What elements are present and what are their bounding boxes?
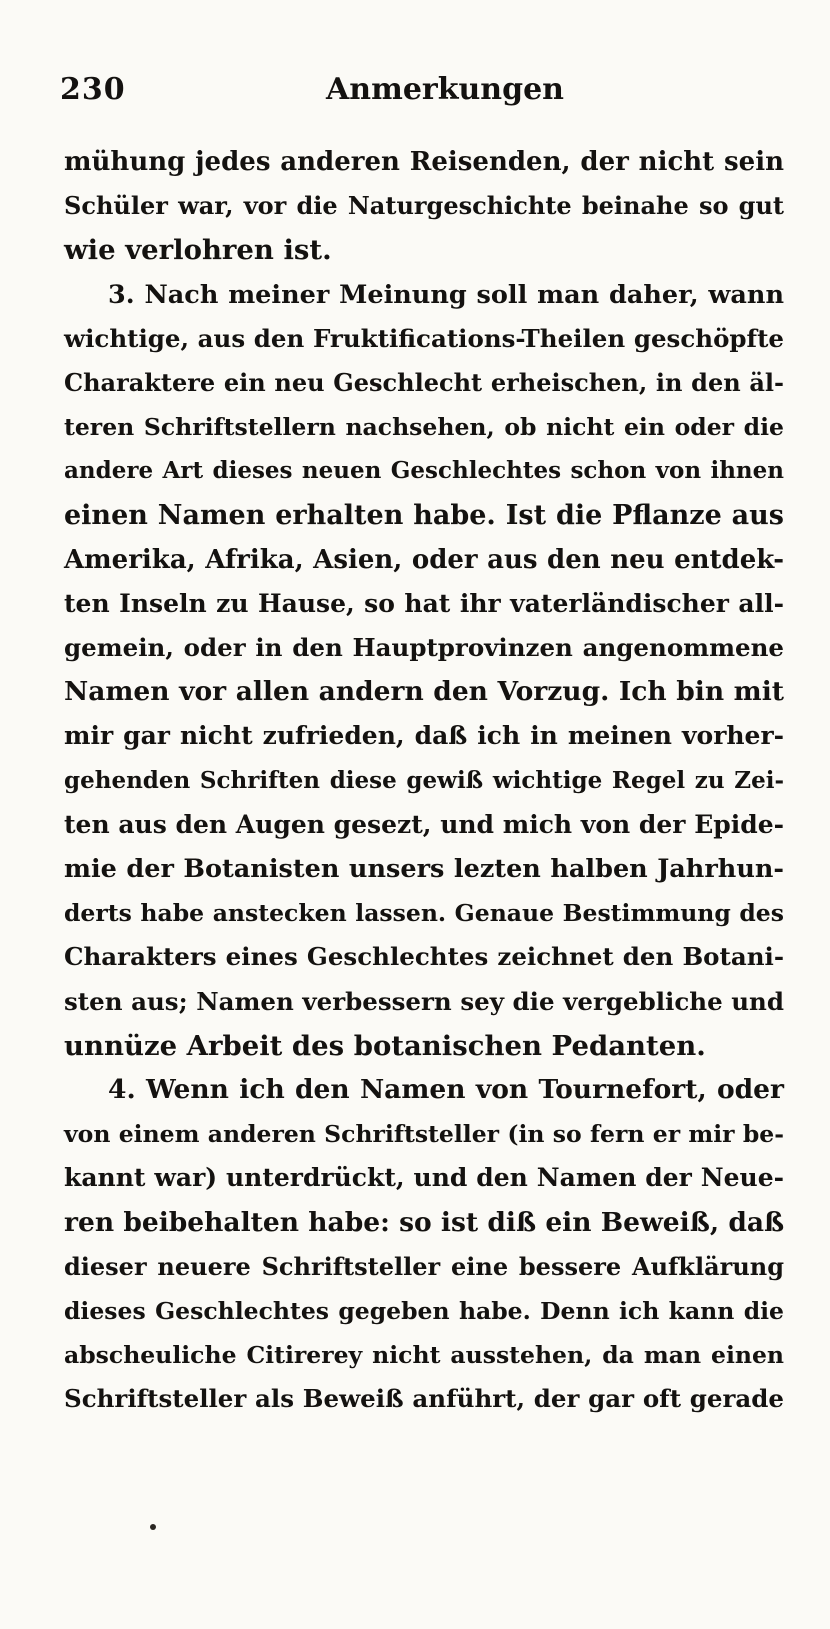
page-header	[60, 72, 780, 122]
text-line: von einem anderen Schriftsteller (in so fern er mir be-	[64, 1120, 784, 1149]
text-line: derts habe anstecken lassen. Genaue Bestimmung des	[64, 899, 784, 928]
text-line: ten aus den Augen gesezt, und mich von der Epide-	[64, 809, 784, 839]
text-line: Schriftsteller als Beweiß anführt, der gar oft gerade	[64, 1384, 784, 1414]
text-line: 3. Nach meiner Meinung soll man daher, wann	[108, 279, 784, 310]
running-head: Anmerkungen	[325, 72, 564, 107]
text-line: Schüler war, vor die Naturgeschichte beinahe so gut	[64, 191, 784, 221]
text-line: sten aus; Namen verbessern sey die vergebliche und	[64, 986, 784, 1016]
text-line: ren beibehalten habe: so ist diß ein Beweiß, daß	[64, 1206, 785, 1238]
text-line: dieses Geschlechtes gegeben habe. Denn ich kann die	[64, 1296, 784, 1325]
text-line: Amerika, Afrika, Asien, oder aus den neu entdek-	[64, 544, 784, 575]
text-line: teren Schriftstellern nachsehen, ob nicht ein oder die	[64, 413, 784, 442]
text-line: dieser neuere Schriftsteller eine bessere Aufklärung	[64, 1251, 784, 1281]
text-line: gemein, oder in den Hauptprovinzen angenommene	[64, 633, 784, 663]
text-line: wie verlohren ist.	[64, 234, 332, 267]
text-line: mühung jedes anderen Reisenden, der nicht sein	[64, 147, 784, 177]
text-line: gehenden Schriften diese gewiß wichtige Regel zu Zei-	[64, 766, 784, 794]
text-line: abscheuliche Citirerey nicht ausstehen, da man einen	[64, 1341, 784, 1370]
page-number: 230	[60, 72, 126, 107]
text-line: mir gar nicht zufrieden, daß ich in meinen vorher-	[64, 721, 784, 751]
text-line: andere Art dieses neuen Geschlechtes schon von ihnen	[64, 457, 784, 485]
text-line: wichtige, aus den Fruktifications-Theilen geschöpfte	[64, 323, 784, 353]
text-line: Charakters eines Geschlechtes zeichnet den Botani-	[64, 942, 784, 972]
text-line: Charaktere ein neu Geschlecht erheischen, in den äl-	[64, 367, 784, 397]
text-line: einen Namen erhalten habe. Ist die Pflanze aus	[64, 499, 784, 531]
text-line: 4. Wenn ich den Namen von Tournefort, oder	[108, 1073, 784, 1105]
text-line: Namen vor allen andern den Vorzug. Ich bin mit	[64, 676, 784, 708]
body-text	[64, 140, 784, 1421]
ink-speck	[150, 1524, 156, 1530]
text-line: ten Inseln zu Hause, so hat ihr vaterländischer all-	[64, 588, 784, 618]
text-line: unnüze Arbeit des botanischen Pedanten.	[64, 1029, 706, 1062]
text-line: mie der Botanisten unsers lezten halben Jahrhun-	[64, 854, 784, 884]
text-line: kannt war) unterdrückt, und den Namen der Neue-	[64, 1163, 784, 1193]
